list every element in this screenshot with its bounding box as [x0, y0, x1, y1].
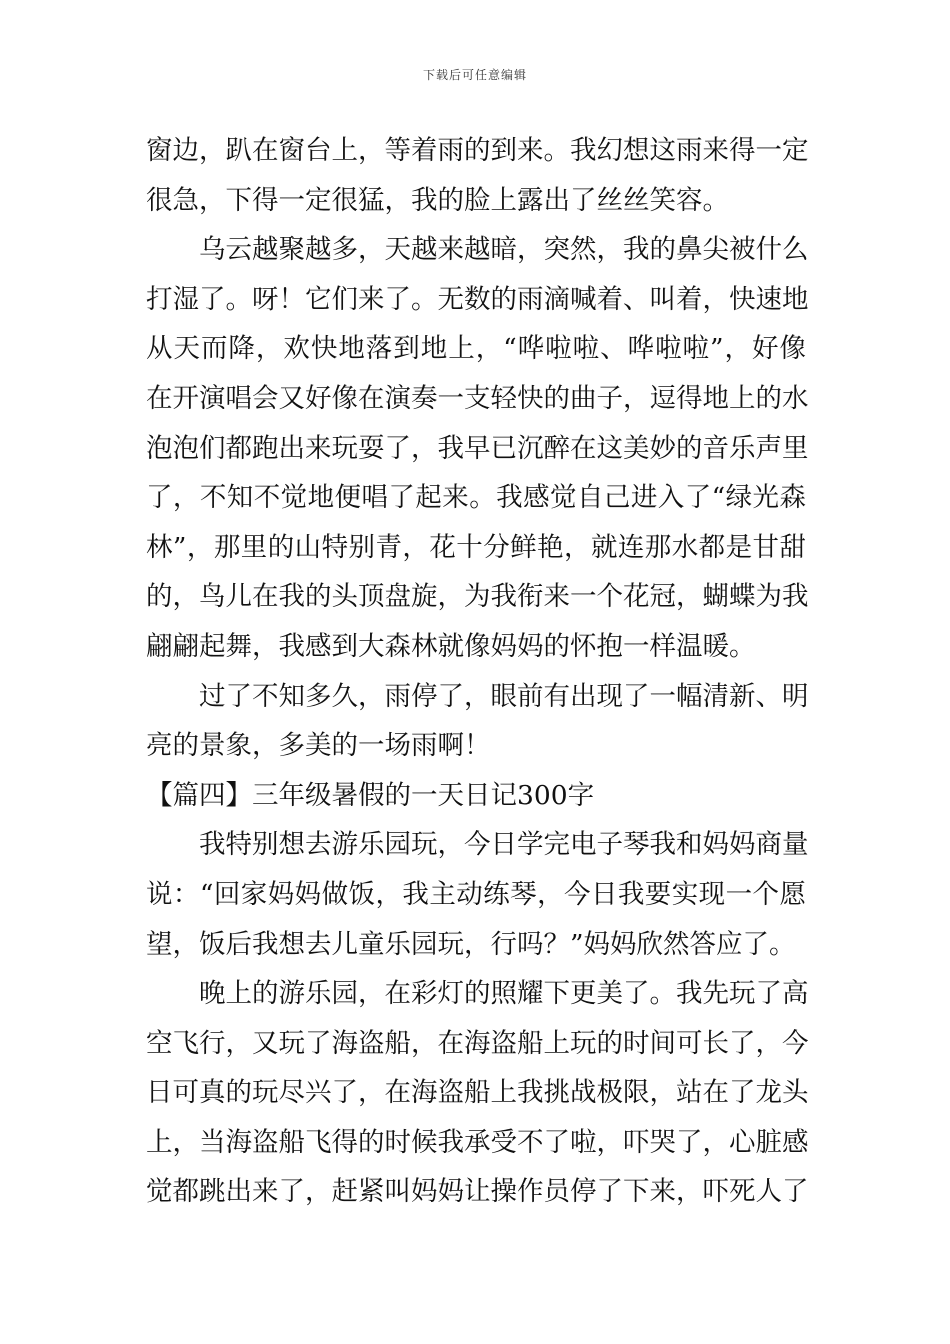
text-line: 很急，下得一定很猛，我的脸上露出了丝丝笑容。	[146, 184, 729, 216]
text-line: 晚上的游乐园，在彩灯的照耀下更美了。我先玩了高	[199, 978, 809, 1010]
text-line: 说：“回家妈妈做饭，我主动练琴，今日我要实现一个愿	[146, 878, 806, 910]
text-line: 在开演唱会又好像在演奏一支轻快的曲子，逗得地上的水	[146, 382, 809, 414]
page-header-note: 下载后可任意编辑	[422, 68, 527, 82]
text-line: 过了不知多久，雨停了，眼前有出现了一幅清新、明	[199, 680, 809, 712]
text-line: 上，当海盗船飞得的时候我承受不了啦，吓哭了，心脏感	[146, 1126, 809, 1158]
text-line: 觉都跳出来了，赶紧叫妈妈让操作员停了下来，吓死人了	[146, 1176, 809, 1208]
text-line: 望，饭后我想去儿童乐园玩，行吗？”妈妈欣然答应了。	[146, 928, 796, 960]
text-line: 乌云越聚越多，天越来越暗，突然，我的鼻尖被什么	[199, 234, 809, 266]
text-line: 的，鸟儿在我的头顶盘旋，为我衔来一个花冠，蝴蝶为我	[146, 581, 809, 613]
text-line: 我特别想去游乐园玩，今日学完电子琴我和妈妈商量	[199, 829, 809, 861]
section-heading: 【篇四】三年级暑假的一天日记300字	[146, 779, 595, 811]
text-line: 泡泡们都跑出来玩耍了，我早已沉醉在这美妙的音乐声里	[146, 432, 809, 464]
text-line: 打湿了。呀！它们来了。无数的雨滴喊着、叫着，快速地	[146, 283, 809, 315]
text-line: 林”，那里的山特别青，花十分鲜艳，就连那水都是甘甜	[146, 531, 806, 563]
text-line: 空飞行，又玩了海盗船，在海盗船上玩的时间可长了，今	[146, 1027, 809, 1059]
text-line: 亮的景象，多美的一场雨啊！	[146, 730, 491, 762]
text-line: 日可真的玩尽兴了，在海盗船上我挑战极限，站在了龙头	[146, 1077, 809, 1109]
text-line: 了，不知不觉地便唱了起来。我感觉自己进入了“绿光森	[146, 482, 806, 514]
text-line: 翩翩起舞，我感到大森林就像妈妈的怀抱一样温暖。	[146, 630, 756, 662]
text-line: 窗边，趴在窗台上，等着雨的到来。我幻想这雨来得一定	[146, 135, 809, 166]
text-line: 从天而降，欢快地落到地上，“哗啦啦、哗啦啦”，好像	[146, 333, 806, 365]
document-body	[146, 126, 809, 1217]
